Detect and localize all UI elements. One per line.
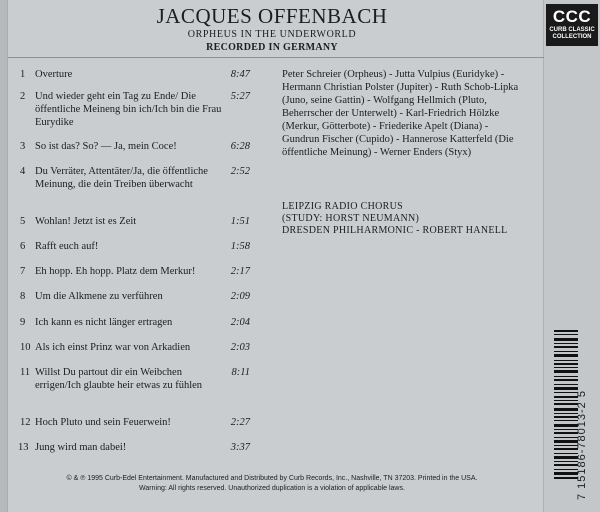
track-number: 6 xyxy=(20,241,26,252)
track-title: Eh hopp. Eh hopp. Platz dem Merkur! xyxy=(35,266,196,277)
orchestra-credit: DRESDEN PHILHARMONIC - ROBERT HANELL xyxy=(282,225,508,236)
track-title: Und wieder geht ein Tag zu Ende/ Die öffentliche Meineng bin ich/Ich bin die Frau Eurydike xyxy=(35,91,222,128)
track-duration: 2:27 xyxy=(230,417,250,428)
track-title: Um die Alkmene zu verführen xyxy=(35,291,163,302)
track-duration: 8:47 xyxy=(230,69,250,80)
track-number: 10 xyxy=(20,342,31,353)
track-title: Rafft euch auf! xyxy=(35,241,99,252)
barcode-number: 7 15186-78013-2 5 xyxy=(576,390,588,500)
track-duration: 2:17 xyxy=(230,266,250,277)
track-number: 1 xyxy=(20,69,26,80)
logo-text: CCC xyxy=(552,7,592,26)
track-duration: 2:09 xyxy=(230,291,250,302)
track-duration: 3:37 xyxy=(230,442,250,453)
track-title: Jung wird man dabei! xyxy=(35,442,127,453)
track-title: Du Verräter, Attentäter/Ja, die öffentliche Meinung, die dein Treiben überwacht xyxy=(35,166,208,190)
logo-line-1: CURB CLASSIC xyxy=(549,27,595,33)
track-title: Hoch Pluto und sein Feuerwein! xyxy=(35,417,171,428)
warning-line: Warning: All rights reserved. Unauthorized duplication is a violation of applicable laws. xyxy=(139,485,405,492)
ccc-logo xyxy=(546,4,598,46)
track-duration: 6:28 xyxy=(230,141,250,152)
track-duration: 2:03 xyxy=(230,342,250,353)
recorded-note: RECORDED IN GERMANY xyxy=(206,42,338,53)
track-title: Als ich einst Prinz war von Arkadien xyxy=(35,342,191,353)
track-number: 3 xyxy=(20,141,26,152)
track-title: Wohlan! Jetzt ist es Zeit xyxy=(35,216,137,227)
track-duration: 1:51 xyxy=(230,216,250,227)
chorus-master-credit: (STUDY: HORST NEUMANN) xyxy=(282,213,420,224)
track-number: 2 xyxy=(20,91,26,102)
work-subtitle: ORPHEUS IN THE UNDERWORLD xyxy=(187,29,357,40)
track-title: Overture xyxy=(35,69,73,80)
track-title: Ich kann es nicht länger ertragen xyxy=(35,317,173,328)
header-divider xyxy=(8,57,544,58)
track-number: 11 xyxy=(20,367,31,378)
track-duration: 1:58 xyxy=(230,241,250,252)
logo-line-2: COLLECTION xyxy=(552,34,592,40)
track-number: 13 xyxy=(18,442,29,453)
cast-credits: Peter Schreier (Orpheus) - Jutta Vulpius (Euridyke) - Hermann Christian Polster (Jupiter) - Ruth Schob-Lipka (Juno, seine Gattin) - Wolfgang Hellmich (Pluto, Beherrscher der Unterwelt) - Karl-Friedrich Hölzke (Merkur, Götterbote) - Friederike Apelt (Diana) - Gundrun Fischer (Cupido) - Hannerose Katterfeld (Die öffentliche Meinung) - Werner Enders (Styx) xyxy=(282,69,519,158)
barcode xyxy=(554,330,578,480)
track-duration: 2:04 xyxy=(230,317,250,328)
track-number: 7 xyxy=(20,266,26,277)
track-number: 5 xyxy=(20,216,26,227)
track-duration: 5:27 xyxy=(230,91,250,102)
track-title: So ist das? So? — Ja, mein Coce! xyxy=(35,141,177,152)
track-number: 12 xyxy=(20,417,31,428)
track-duration: 8:11 xyxy=(231,367,250,378)
chorus-credit: LEIPZIG RADIO CHORUS xyxy=(282,201,403,212)
copyright-line: © & ℗ 1995 Curb-Edel Entertainment. Manufactured and Distributed by Curb Records, Inc., Nashville, TN 37203. Printed in the USA. xyxy=(66,475,478,482)
track-number: 4 xyxy=(20,166,26,177)
track-number: 9 xyxy=(20,317,26,328)
track-number: 8 xyxy=(20,291,26,302)
track-duration: 2:52 xyxy=(230,166,250,177)
left-spine xyxy=(0,0,8,512)
composer-title: JACQUES OFFENBACH xyxy=(156,4,388,28)
track-title: Willst Du partout dir ein Weibchen errigen/Ich glaubte heir etwas zu fühlen xyxy=(35,367,203,391)
